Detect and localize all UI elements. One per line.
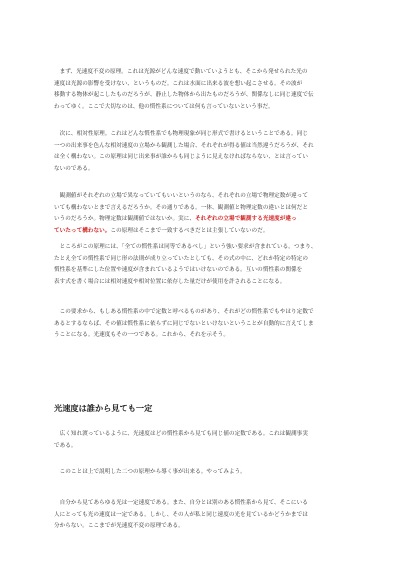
text-run: 観測値がそれぞれの立場で異なっていてもいいというのなら、それぞれの立場で物理定数が違って [54,193,308,199]
section-heading: 光速度は誰から見ても一定 [54,403,153,413]
text-run: このことは上で説明した二つの原理から導く事が出来る。やってみよう。 [54,469,246,475]
paragraph-constants [54,307,364,342]
text-line [54,79,364,91]
text-line [54,164,364,176]
text-run: ないのである。 [54,165,94,172]
text-run: 次に、相対性原理。これはどんな慣性系でも物理現象が同じ形式で書けるということである。同じ [54,131,308,137]
text-line [54,510,364,522]
paragraph-observed-values [54,191,364,237]
paragraph-derivation-intro [54,467,364,479]
text-line [54,191,364,203]
text-line [54,467,364,479]
text-line [54,319,364,331]
text-line [54,152,364,164]
text-line [54,265,364,277]
text-line [54,203,364,215]
text-line [54,441,364,453]
text-run: いても構わないとまで言えるだろうか。その通りである。一体、観測値と物理定数の違いとは何だと [54,204,308,211]
text-run: まず、光速度不変の原理。これは光源がどんな速度で動いていようとも、そこから発せられた光の [54,69,308,75]
paragraph-equivalence-requirement [54,242,364,288]
paragraph-own-frame [54,498,364,533]
text-run: 速度は光源の影響を受けない、というものだ。これは水面に出来る波を想い起こさせる。その波が [54,80,303,87]
text-line [54,429,364,441]
text-line [54,226,364,238]
text-run: この原理はそこまで一致するべきだとは主張していないのだ。 [110,227,269,234]
text-run: たとえ全ての慣性系で同じ形の法則が成り立っていたとしても、その式の中に、どれか特定の特定の [54,255,308,262]
text-line [54,141,364,153]
paragraph-relativity-principle [54,129,364,175]
text-run: あるとするならば、その値は慣性系に依らずに同じでないといけないということが自動的に言えてしま [54,320,314,327]
text-line [54,242,364,254]
text-run: いうのだろうか。物理定数は観測値ではないか。実に、 [54,216,196,223]
text-line [54,102,364,114]
text-line [54,277,364,289]
text-line [54,214,364,226]
text-line [54,254,364,266]
text-line [54,67,364,79]
text-run: ところがこの原理には、「全ての慣性系は同等であるべし」という強い要求が含まれている。つまり、 [54,244,317,250]
text-run: である。 [54,442,77,449]
text-run: 自分から見てあらゆる光は一定速度である。また、自分とは別のある慣性系から見て、そこにいる [54,500,308,506]
text-line [54,521,364,533]
text-run: 移動する物体が起こしたものだろうが、静止した物体から出たものだろうが、関係なしに同じ速度で伝 [54,92,314,99]
paragraph-observational-fact [54,429,364,452]
text-line [54,330,364,342]
text-run: 表す式を書く場合には相対速度や相対位置に依存した量だけが使用を許されることになる。 [54,278,286,285]
text-run: 一つの出来事を色んな相対速度の立場から観測した場合、それぞれが得る値は当然違うだろうが、それ [54,142,314,149]
text-line [54,498,364,510]
text-run: は全く構わない。この原理は同じ出来事が誰からも同じように見えなければならない、とは言ってい [54,154,308,161]
text-run: 分からない。ここまでが光速度不変の原理である。 [54,523,184,530]
highlighted-text: それぞれの立場で観測する光速度が違っ [195,216,297,223]
text-run: わってゆく。ここで大切なのは、他の慣性系については何も言っていないという事だ。 [54,103,274,110]
text-run: 広く知れ渡っているように、光速度はどの慣性系から見ても同じ値の定数である。これは観測事実 [54,431,308,437]
text-run: 人にとっても光の速度は一定である。しかし、その人が私と同じ速度の光を見ているかどうかまでは [54,511,308,518]
text-line [54,129,364,141]
text-line [54,307,364,319]
text-run: うことになる。光速度もその一つである。これから、それを示そう。 [54,332,229,339]
highlighted-text: ていたって構わない。 [54,227,111,234]
text-run: この要求から、もしある慣性系の中で定数と呼べるものがあり、それがどの慣性系でもやはり定数で [54,309,314,315]
paragraph-light-speed-invariance [54,67,364,113]
text-line [54,90,364,102]
text-run: 慣性系を基準にした位置や速度が含まれているようではいけないのである。互いの慣性系の関係を [54,267,303,274]
